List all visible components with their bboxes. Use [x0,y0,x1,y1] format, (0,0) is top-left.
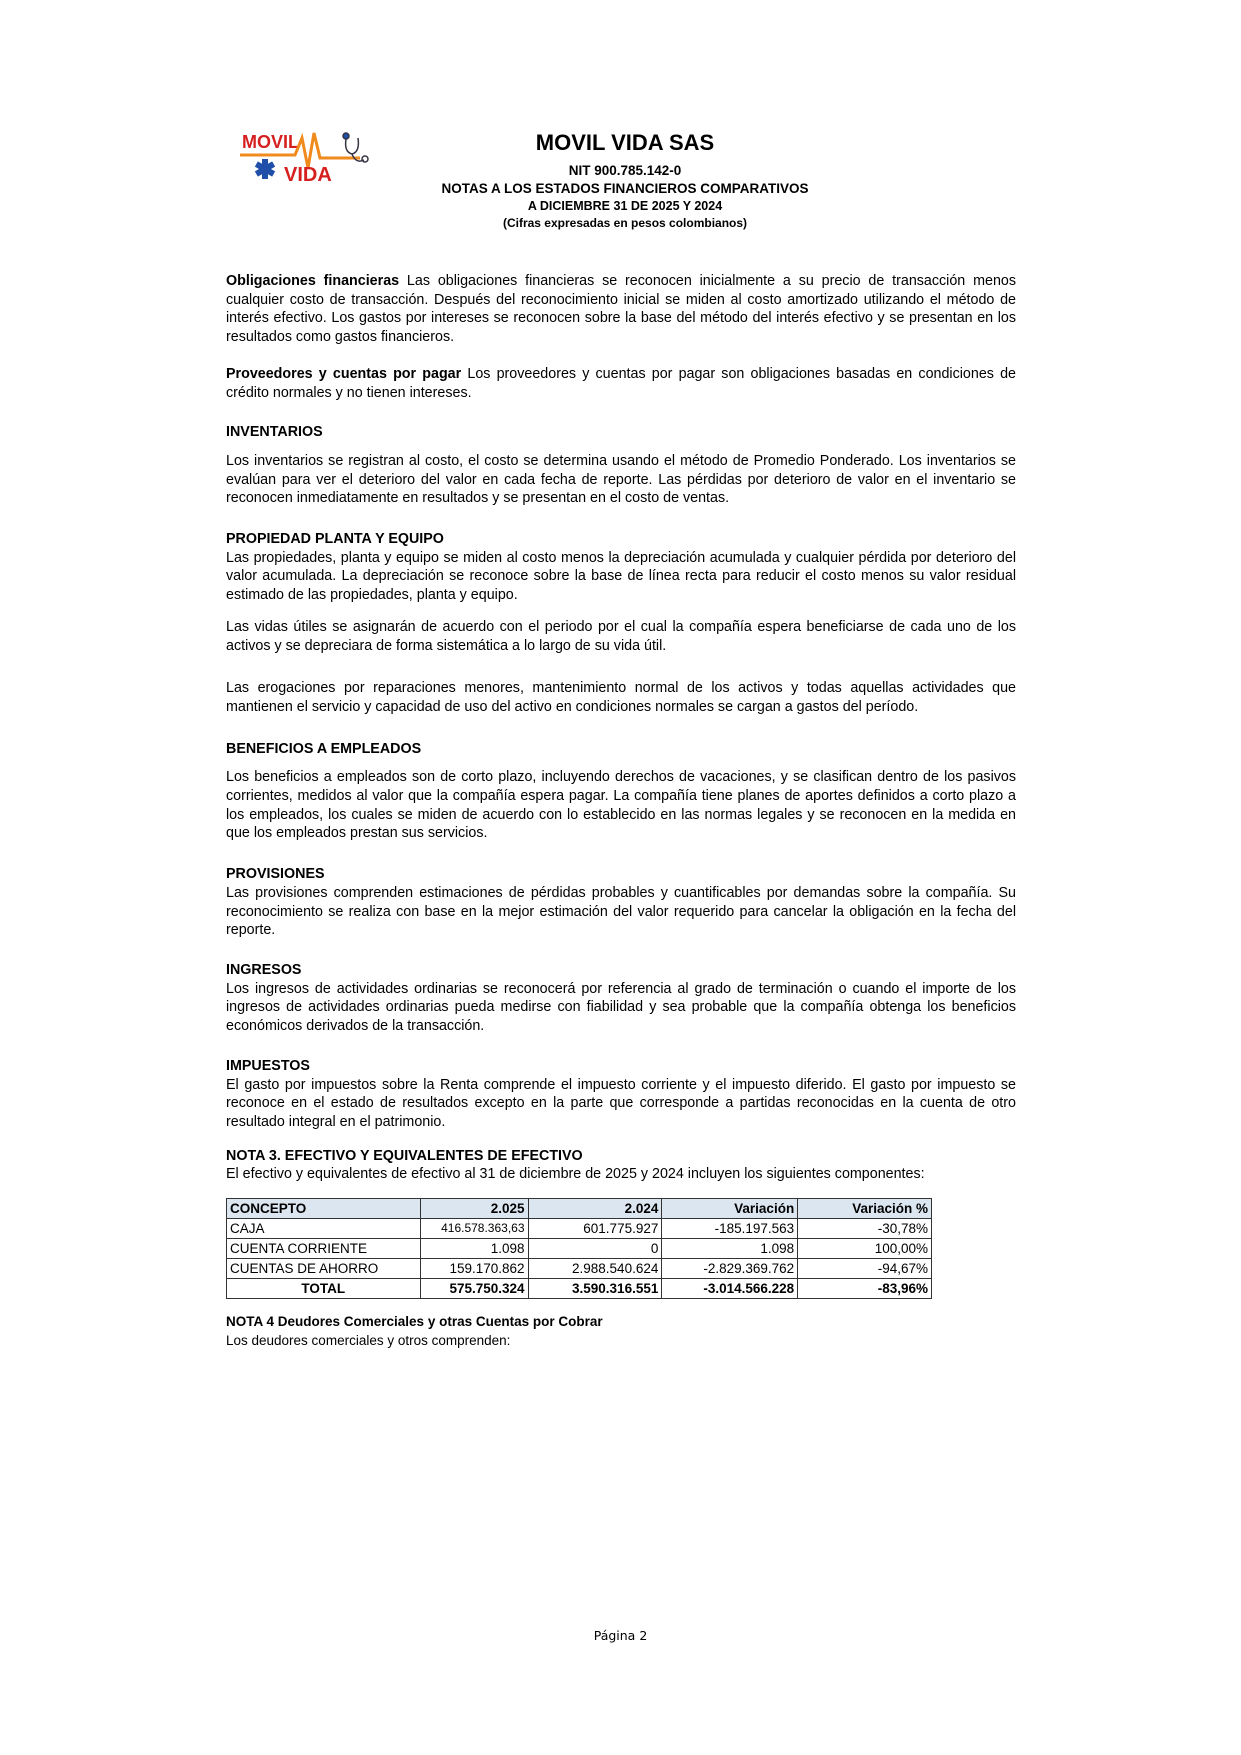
cell-2024: 0 [528,1239,662,1259]
cell-2024: 2.988.540.624 [528,1259,662,1279]
column-header: 2.025 [420,1199,528,1219]
logo-text-vida: VIDA [284,164,332,184]
column-header: Variación % [798,1199,932,1219]
obligaciones-lead: Obligaciones financieras [226,273,400,289]
cell-variation-pct: -94,67% [798,1259,932,1279]
ppe-text-3: Las erogaciones por reparaciones menores, mantenimiento normal de los activos y todas aquellas actividades que mantienen el servicio y capacidad de uso del activo en condiciones normales se cargan a gastos del período. [226,680,1016,715]
section-proveedores [226,365,1016,402]
beneficios-heading: BENEFICIOS A EMPLEADOS [226,740,422,757]
logo-graphic [240,128,375,184]
cell-variation-pct: 100,00% [798,1239,932,1259]
table-row [227,1239,932,1259]
ingresos-heading: INGRESOS [226,961,302,978]
table-row [227,1259,932,1279]
ppe-heading: PROPIEDAD PLANTA Y EQUIPO [226,531,444,548]
cell-concept: CUENTA CORRIENTE [227,1239,421,1259]
table-total-row [227,1279,932,1299]
column-header: Variación [662,1199,798,1219]
beneficios-text: Los beneficios a empleados son de corto plazo, incluyendo derechos de vacaciones, y se clasifican dentro de los pasivos corrientes, medidos al valor que la compañía espera pagar. La compañía tiene planes de aportes definidos a corto plazo a los empleados, los cuales se miden de acuerdo con lo establecido en las normas legales y se reconocen en la medida en que los empleados prestan sus servicios. [226,769,1016,842]
cell-total-label: TOTAL [227,1279,421,1299]
inventarios-heading: INVENTARIOS [226,424,323,441]
document-date: A DICIEMBRE 31 DE 2025 Y 2024 [527,199,723,213]
company-name: MOVIL VIDA SAS [535,130,715,155]
cell-total-2025: 575.750.324 [420,1279,528,1299]
cell-2025: 1.098 [420,1239,528,1259]
obligaciones-text: Las obligaciones financieras se reconocen inicialmente a su precio de transacción menos cualquier costo de transacción. Después del reconocimiento inicial se miden al costo amortizado utilizando el método de interés efectivo. Los gastos por intereses se reconocen sobre la base del método del interés efectivo y se presentan en los resultados como gastos financieros. [226,273,1016,346]
cell-total-variation-pct: -83,96% [798,1279,932,1299]
cell-concept: CUENTAS DE AHORRO [227,1259,421,1279]
inventarios-text: Los inventarios se registran al costo, el costo se determina usando el método de Promedio Ponderado. Los inventarios se evalúan para ver el deterioro del valor en cada fecha de reporte. Las pérdidas por deterioro de valor en el inventario se reconocen inmediatamente en resultados y se presentan en el costo de ventas. [226,452,1016,507]
provisiones-text: Las provisiones comprenden estimaciones de pérdidas probables y cuantificables por demandas sobre la compañía. Su reconocimiento se realiza con base en la mejor estimación del valor requerido para cancelar la obligación en la fecha del reporte. [226,884,1016,939]
section-obligaciones [226,272,1016,347]
cell-variation-pct: -30,78% [798,1219,932,1239]
page-number: Página 2 [593,1628,648,1643]
ppe-text-1: Las propiedades, planta y equipo se miden al costo menos la depreciación acumulada y cualquier pérdida por deterioro del valor acumulada. La depreciación se reconoce sobre la base de línea recta para reducir el costo menos su valor residual estimado de las propiedades, planta y equipo. [226,549,1016,604]
cell-2024: 601.775.927 [528,1219,662,1239]
table-row [227,1219,932,1239]
table-header-row [227,1199,932,1219]
cell-variation: -2.829.369.762 [662,1259,798,1279]
cell-variation: 1.098 [662,1239,798,1259]
nota3-text: El efectivo y equivalentes de efectivo al 31 de diciembre de 2025 y 2024 incluyen los siguientes componentes: [226,1166,925,1183]
logo-text-movil: MOVIL [242,132,299,152]
column-header: 2.024 [528,1199,662,1219]
cell-2025: 159.170.862 [420,1259,528,1279]
ingresos-text: Los ingresos de actividades ordinarias se reconocerá por referencia al grado de terminación o cuando el importe de los ingresos de actividades ordinarias pueda medirse con fiabilidad y sea probable que la compañía obtenga los beneficios económicos derivados de la transacción. [226,980,1016,1035]
proveedores-text: Los proveedores y cuentas por pagar son obligaciones basadas en condiciones de crédito normales y no tienen intereses. [226,365,1016,401]
document-subtitle: NOTAS A LOS ESTADOS FINANCIEROS COMPARATIVOS [441,181,809,196]
cell-2025: 416.578.363,63 [420,1219,528,1239]
company-nit: NIT 900.785.142-0 [568,163,682,178]
ppe-text-2: Las vidas útiles se asignarán de acuerdo con el periodo por el cual la compañía espera beneficiarse de cada uno de los activos y se depreciara de forma sistemática a lo largo de su vida útil. [226,618,1016,654]
impuestos-text: El gasto por impuestos sobre la Renta comprende el impuesto corriente y el impuesto diferido. El gasto por impuesto se reconoce en el estado de resultados excepto en la parte que corresponde a partidas reconocidas en la cuenta de otro resultado integral en el patrimonio. [226,1076,1016,1130]
nota3-heading: NOTA 3. EFECTIVO Y EQUIVALENTES DE EFECTIVO [226,1147,583,1164]
star-of-life-icon [255,159,275,179]
document-header [390,130,860,232]
proveedores-lead: Proveedores y cuentas por pagar [226,365,462,382]
nota4-text: Los deudores comerciales y otros comprenden: [226,1332,511,1348]
currency-note: (Cifras expresadas en pesos colombianos) [502,216,748,230]
cash-equivalents-table [226,1198,932,1299]
document-body [226,272,1016,1350]
column-header: CONCEPTO [227,1199,421,1219]
company-logo [240,128,375,184]
cell-total-2024: 3.590.316.551 [528,1279,662,1299]
cell-concept: CAJA [227,1219,421,1239]
impuestos-heading: IMPUESTOS [226,1057,310,1074]
nota4-heading: NOTA 4 Deudores Comerciales y otras Cuentas por Cobrar [226,1314,603,1330]
provisiones-heading: PROVISIONES [226,866,325,883]
cell-variation: -185.197.563 [662,1219,798,1239]
cell-total-variation: -3.014.566.228 [662,1279,798,1299]
